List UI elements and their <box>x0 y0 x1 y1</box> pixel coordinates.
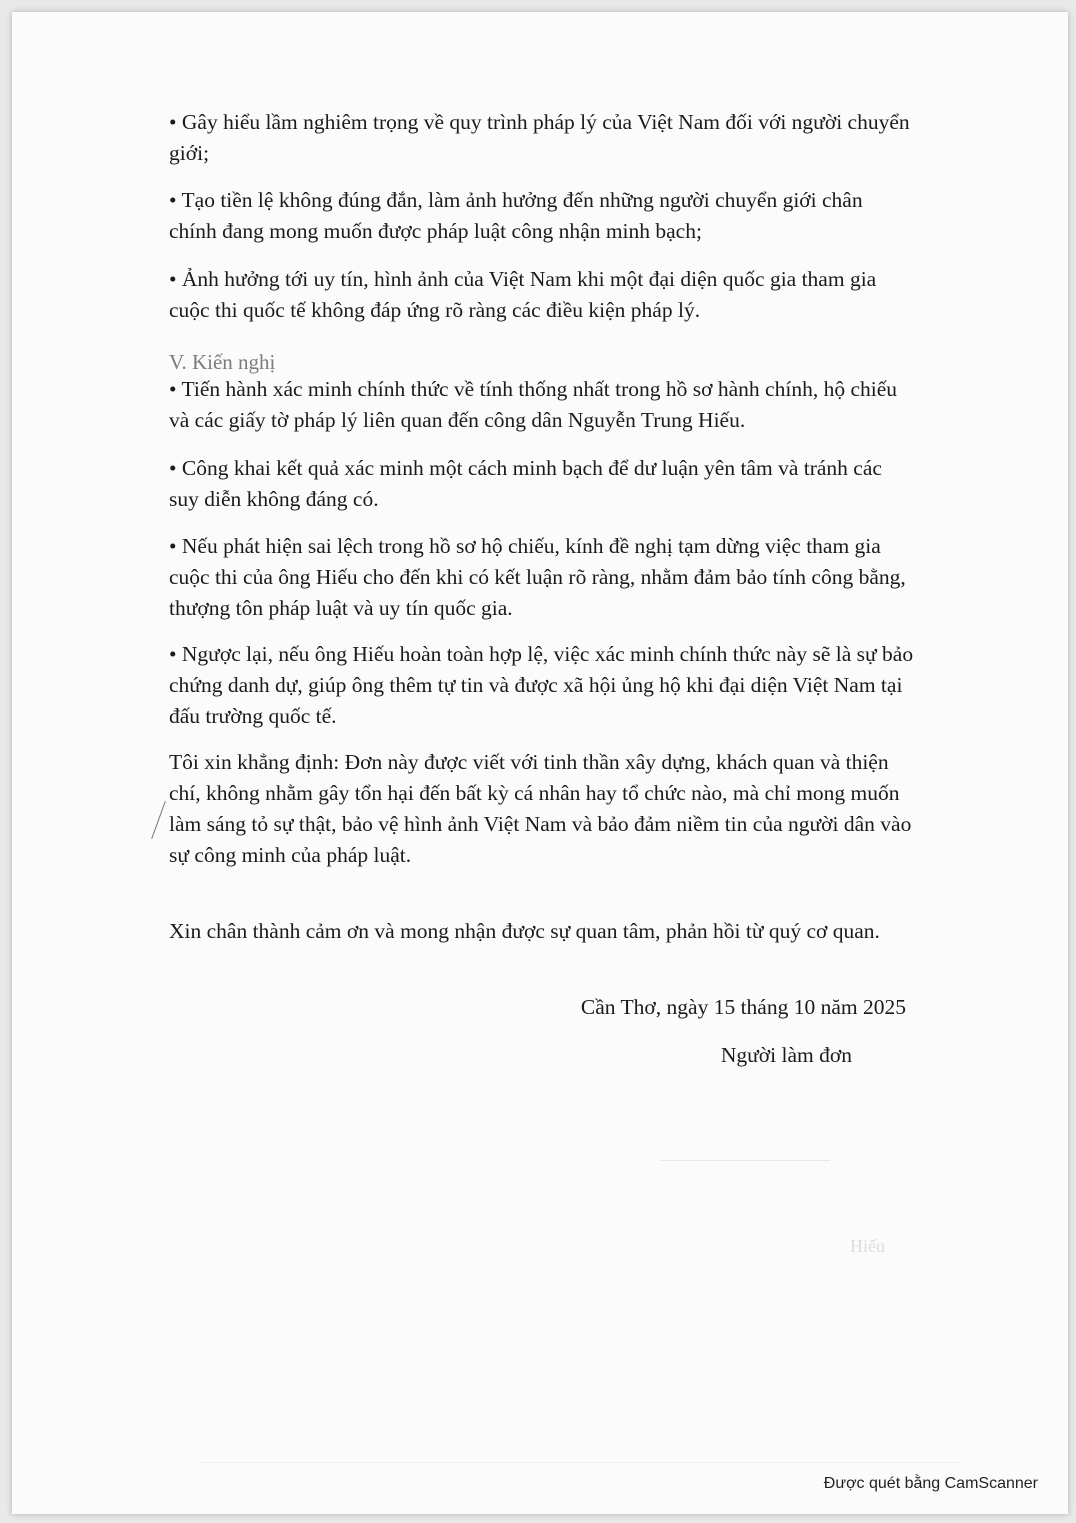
bullet-reputation-impact: • Ảnh hưởng tới uy tín, hình ảnh của Việt Nam khi một đại diện quốc gia tham gia cuộc thi quốc tế không đáp ứng rõ ràng các điều kiện pháp lý. <box>169 267 877 322</box>
faint-signature-line <box>660 1160 830 1161</box>
section-heading-recommendations: V. Kiến nghị <box>169 350 276 374</box>
faint-bleed-through-text: Hiếu <box>850 1236 885 1256</box>
bullet-wrong-precedent: • Tạo tiền lệ không đúng đắn, làm ảnh hưởng đến những người chuyển giới chân chính đang mong muốn được pháp luật công nhận minh bạch; <box>169 188 863 243</box>
bullet-honor-guarantee: • Ngược lại, nếu ông Hiếu hoàn toàn hợp lệ, việc xác minh chính thức này sẽ là sự bảo chứng danh dự, giúp ông thêm tự tin và được xã hội ủng hộ khi đại diện Việt Nam tại đấu trường quốc tế. <box>169 642 914 728</box>
place-and-date: Cần Thơ, ngày 15 tháng 10 năm 2025 <box>580 995 906 1019</box>
camscanner-footer: Được quét bằng CamScanner <box>823 1475 1038 1492</box>
bullet-suspend-participation: • Nếu phát hiện sai lệch trong hồ sơ hộ chiếu, kính đề nghị tạm dừng việc tham gia cuộc thi của ông Hiếu cho đến khi có kết luận rõ ràng, nhằm đảm bảo tính công bằng, thượng tôn pháp luật và uy tín quốc gia. <box>169 534 906 620</box>
bullet-legal-misunderstanding: • Gây hiểu lầm nghiêm trọng về quy trình pháp lý của Việt Nam đối với người chuyển giới; <box>169 110 910 165</box>
bullet-publish-results: • Công khai kết quả xác minh một cách minh bạch để dư luận yên tâm và tránh các suy diễn không đáng có. <box>169 456 882 511</box>
affirmation-paragraph: Tôi xin khẳng định: Đơn này được viết với tinh thần xây dựng, khách quan và thiện chí, không nhằm gây tổn hại đến bất kỳ cá nhân hay tổ chức nào, mà chỉ mong muốn làm sáng tỏ sự thật, bảo vệ hình ảnh Việt Nam và bảo đảm niềm tin của người dân vào sự công minh của pháp luật. <box>169 750 912 867</box>
signer-label: Người làm đơn <box>720 1043 852 1067</box>
faint-bottom-line <box>200 1462 960 1463</box>
bullet-official-verification: • Tiến hành xác minh chính thức về tính thống nhất trong hồ sơ hành chính, hộ chiếu và các giấy tờ pháp lý liên quan đến công dân Nguyễn Trung Hiếu. <box>169 377 898 432</box>
closing-thanks: Xin chân thành cảm ơn và mong nhận được sự quan tâm, phản hồi từ quý cơ quan. <box>169 919 880 943</box>
